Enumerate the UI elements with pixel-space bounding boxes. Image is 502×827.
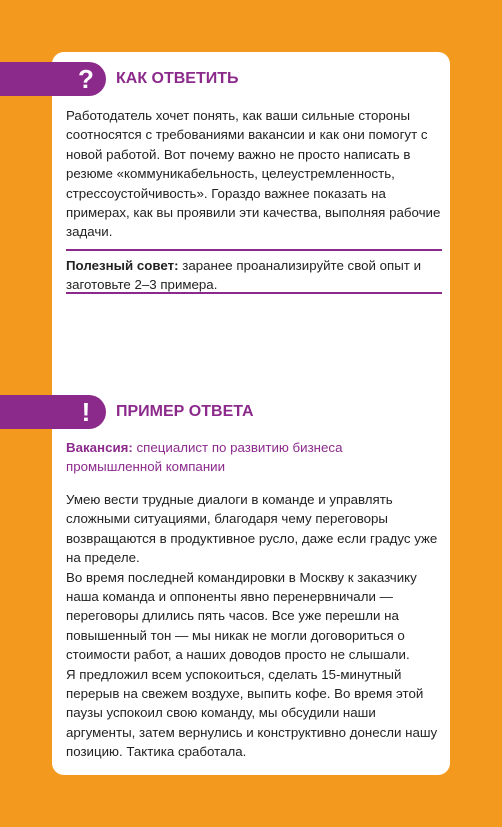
useful-tip — [66, 256, 442, 295]
tip-top-divider — [66, 249, 442, 251]
example-answer-title: ПРИМЕР ОТВЕТА — [116, 403, 254, 420]
example-answer-header — [0, 395, 502, 429]
vacancy-text: специалист по развитию бизнеса промышленной компании — [66, 440, 343, 475]
how-to-answer-title: КАК ОТВЕТИТЬ — [116, 70, 239, 87]
exclamation-tab — [0, 395, 106, 429]
example-answer-body — [66, 490, 442, 762]
vacancy-label: Вакансия: — [66, 440, 133, 455]
how-to-answer-paragraph: Работодатель хочет понять, как ваши сильные стороны соотносятся с требованиями вакансии и как они помогут с новой работой. Вот почему важно не просто написать в резюме «коммуникабельность, целеустремленность, стрессоустойчивость». Гораздо важнее показать на примерах, как вы проявили эти качества, выполняя рабочие задачи. — [66, 108, 441, 240]
tip-bottom-divider — [66, 292, 442, 294]
exclamation-icon: ! — [81, 397, 91, 427]
example-paragraph: Во время последней командировки в Москву к заказчику наша команда и оппоненты явно перенервничали — переговоры длились пять часов. Все уже перешли на повышенный тон — мы никак не могли договориться о стоимости работ, а наших доводов просто не слышали. — [66, 569, 417, 663]
question-mark-icon: ? — [78, 64, 94, 94]
vacancy-line — [66, 438, 442, 477]
how-to-answer-header — [0, 62, 502, 96]
example-paragraph: Я предложил всем успокоиться, сделать 15-минутный перерыв на свежем воздухе, выпить кофе. Во время этой паузы успокоил свою команду, мы обсудили наши аргументы, затем вернулись и конструктивно донесли нашу позицию. Тактика сработала. — [66, 666, 438, 760]
tip-text: заранее проанализируйте свой опыт и заготовьте 2–3 примера. — [66, 258, 421, 293]
example-paragraph: Умею вести трудные диалоги в команде и управлять сложными ситуациями, благодаря чему переговоры возвращаются в продуктивное русло, даже если градус уже на пределе. — [66, 492, 438, 566]
question-mark-tab — [0, 62, 106, 96]
tip-label: Полезный совет: — [66, 258, 179, 273]
